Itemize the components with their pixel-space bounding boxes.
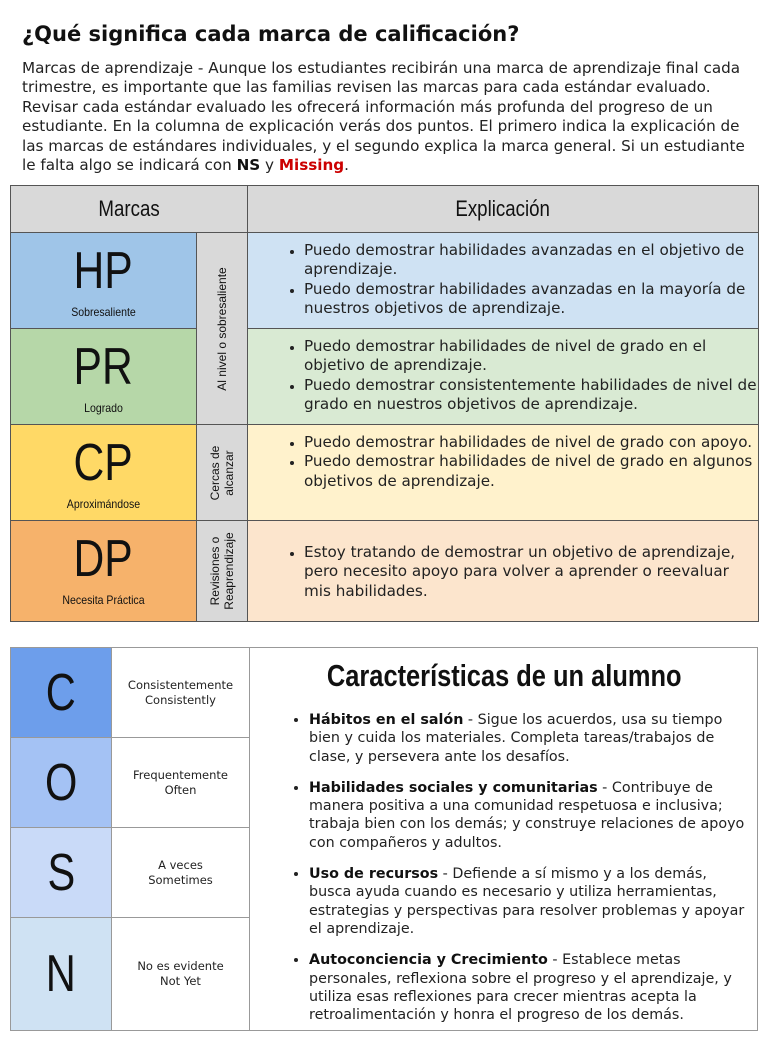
characteristic-item: [309, 865, 751, 938]
characteristics-panel: [10, 647, 758, 1031]
mark-label: Aproximándose: [66, 497, 141, 511]
mark-cp: [11, 425, 197, 521]
bullet-list: [248, 241, 758, 319]
characteristic-item: [309, 951, 751, 1024]
intro-text: Marcas de aprendizaje - Aunque los estudiantes recibirán una marca de aprendizaje final cada trimestre, es importante que las familias revisen las marcas para cada estándar evaluado. Revisar cada estándar evaluado les ofrecerá información más profunda del progreso de un estudiante. En la columna de explicación verás dos puntos. El primero indica la explicación de las marcas de estándares individuales, y el segundo explica la marca general. Si un estudiante le falta algo se indicará con: [22, 59, 745, 175]
grades-table: [10, 185, 759, 622]
cosn-letter: C: [11, 648, 111, 738]
frequency-en: Consistently: [145, 692, 216, 707]
bullet-item: • Puedo demostrar habilidades de nivel de grado en el objetivo de aprendizaje.: [304, 337, 758, 376]
frequency-es: A veces: [158, 857, 203, 872]
mark-code: CP: [73, 434, 134, 492]
frequency-cell: [112, 828, 249, 918]
bullet-list: [248, 337, 758, 415]
mark-code: PR: [73, 338, 134, 396]
bullet-list: [248, 433, 758, 491]
characteristic-item: [309, 779, 751, 852]
mark-label: Sobresaliente: [71, 305, 136, 319]
characteristics-list: [251, 711, 751, 1037]
cosn-letter: O: [11, 738, 111, 828]
intro-paragraph: [22, 59, 752, 175]
explanation-hp: [248, 233, 759, 329]
intro-and: y: [260, 156, 279, 175]
bullet-list: [248, 543, 758, 601]
bullet-item: • Puedo demostrar consistentemente habilidades de nivel de grado en nuestros objetivos de aprendizaje.: [304, 376, 758, 415]
bullet-item: • Puedo demostrar habilidades avanzadas en la mayoría de nuestros objetivos de aprendizaje.: [304, 280, 758, 319]
group-top-label: Al nivel o sobresaliente: [215, 266, 229, 391]
characteristics-title: Características de un alumno: [326, 658, 682, 693]
characteristic-name: Hábitos en el salón: [309, 712, 464, 728]
bullet-item: • Puedo demostrar habilidades de nivel de grado con apoyo.: [304, 433, 758, 452]
mark-code: HP: [73, 242, 134, 300]
bullet-item: • Puedo demostrar habilidades de nivel de grado en algunos objetivos de aprendizaje.: [304, 452, 758, 491]
frequency-en: Often: [164, 782, 197, 797]
explanation-cp: [248, 425, 759, 521]
mark-dp: [11, 521, 197, 622]
mark-label: Necesita Práctica: [62, 593, 145, 607]
characteristic-desc: - Contribuye de manera positiva a una comunidad respetuosa e inclusiva; trabaja bien con los demás; y construye relaciones de apoyo con compañeros y adultos.: [309, 779, 745, 851]
frequency-cell: [112, 738, 249, 828]
frequency-cell: [112, 918, 249, 1030]
characteristic-desc: - Establece metas personales, reflexiona sobre el progreso y el aprendizaje, y utiliza esas reflexiones para crecer mientras acepta la retroalimentación y honra el progreso de los demás.: [309, 952, 732, 1024]
frequency-en: Not Yet: [160, 974, 201, 988]
group-top: [197, 233, 248, 425]
characteristic-name: Autoconciencia y Crecimiento: [309, 952, 548, 969]
ns-label: NS: [236, 156, 261, 175]
mark-hp: [11, 233, 197, 329]
frequency-es: Frequentemente: [132, 767, 228, 782]
intro-end: .: [344, 156, 349, 175]
group-mid-label: Cercas de alcanzar: [208, 445, 236, 500]
characteristic-desc: - Defiende a sí mismo y a los demás, busca ayuda cuando es necesario y utiliza herramientas, estrategias y perspectivas para resolver problemas y apoyar el aprendizaje.: [309, 866, 745, 937]
characteristic-item: [309, 711, 751, 766]
mark-label: Logrado: [84, 401, 123, 415]
characteristic-name: Uso de recursos: [309, 866, 439, 883]
group-bottom-label: Revisiones o Reaprendizaje: [208, 532, 236, 610]
page-title: ¿Qué significa cada marca de calificación?: [22, 22, 520, 46]
frequency-cell: [112, 648, 249, 738]
group-mid: [197, 425, 248, 521]
cosn-letter: N: [11, 918, 111, 1030]
bullet-item: • Puedo demostrar habilidades avanzadas en el objetivo de aprendizaje.: [304, 241, 758, 280]
characteristic-name: Habilidades sociales y comunitarias: [309, 779, 598, 796]
frequency-es: Consistentemente: [127, 677, 234, 692]
mark-code: DP: [73, 530, 134, 588]
characteristic-desc: - Sigue los acuerdos, usa su tiempo bien y cuida los materiales. Completa tareas/trabajos de clase, y persevera ante los desafíos.: [309, 712, 723, 765]
bullet-item: • Estoy tratando de demostrar un objetivo de aprendizaje, pero necesito apoyo para volver a aprender o reevaluar mis habilidades.: [304, 543, 758, 601]
frequency-en: Sometimes: [148, 872, 213, 887]
header-explanation: Explicación: [248, 186, 759, 233]
group-bottom: [197, 521, 248, 622]
explanation-pr: [248, 329, 759, 425]
cosn-frequencies: [111, 648, 250, 1030]
header-marks: Marcas: [11, 186, 248, 233]
frequency-es: No es evidente: [137, 959, 224, 973]
explanation-dp: [248, 521, 759, 622]
missing-label: Missing: [278, 156, 345, 175]
cosn-letter: S: [11, 828, 111, 918]
mark-pr: [11, 329, 197, 425]
cosn-letters: [11, 648, 111, 1030]
